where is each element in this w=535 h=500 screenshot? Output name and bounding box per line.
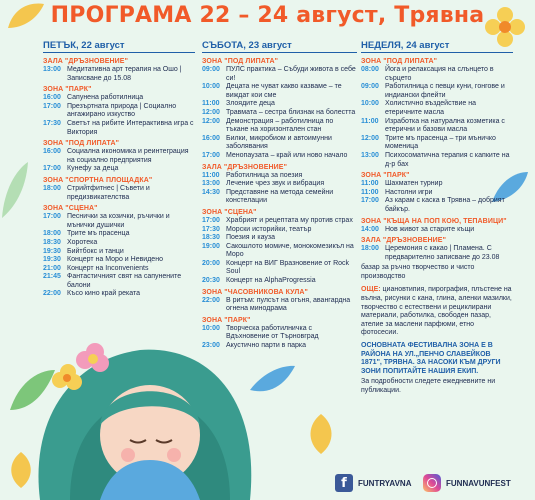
event-item [361,180,513,189]
day-column-sunday [361,40,513,396]
event-desc: Концерт на ВИГ Вразновение от Rock Soul [226,259,350,276]
event-item [43,239,195,248]
event-time: 11:00 [202,100,220,108]
event-desc: Злоядите деца [226,100,275,108]
event-time: 11:00 [361,180,379,188]
event-item [202,135,357,152]
follow-note: За подробности следете ежедневните ни публикации. [361,378,496,394]
event-time: 16:00 [202,134,220,142]
event-item [43,103,195,120]
event-desc: Стрийтфитнес | Съвети и предизвикателства [67,184,150,201]
location-note [361,342,513,376]
event-desc: Трите мъ прасенца – три мъничко моменица [385,134,496,151]
event-item [43,290,195,299]
event-item [361,152,513,169]
event-time: 10:00 [361,100,379,108]
event-desc: Презъртната природа | Социално ангажирано изкуство [67,102,177,119]
event-time: 18:00 [43,184,61,192]
event-desc: Децата не чуват какво казваме – те виждат кои сме [226,83,342,99]
event-time: 12:00 [202,117,220,125]
event-desc: Психосоматична терапия с капките на д-р бах [385,151,510,168]
facebook-link[interactable] [335,474,411,492]
event-item [43,120,195,137]
event-desc: Храбрият и рецептата му против страх [226,216,353,224]
event-time: 18:00 [361,245,379,253]
zone-title: ЗОНА "ПОД ЛИПАТА" [43,140,120,148]
event-item [43,148,195,165]
event-desc: Песнички за козички, ръчички и мънички душички [67,213,170,229]
event-time: 17:00 [361,197,379,205]
zone-title: ЗОНА "СПОРТНА ПЛОЩАДКА" [43,176,153,184]
zone-title: ЗОНА "ПОД ЛИПАТА" [202,58,279,65]
event-item [43,165,195,174]
event-time: 19:30 [43,247,61,255]
event-item [202,277,357,286]
zone-title: ЗОНА "ПАРК" [202,316,251,324]
event-item [43,230,195,239]
zone-block [202,58,357,161]
day-column-friday [43,40,195,299]
event-item [43,66,195,83]
event-time: 18:30 [43,238,61,246]
event-desc: Творческа работилничка с Вдъхновение от Търновград [226,324,319,341]
zone-block [43,140,195,174]
zone-block [361,237,513,262]
event-time: 20:30 [202,277,220,285]
event-desc: Късо кино край реката [67,290,141,298]
day-heading: ПЕТЪК, 22 август [43,40,195,53]
event-item [202,180,357,189]
event-item [202,152,357,161]
event-desc: Светът на рибите Интерактивна игра с Виктория [67,119,194,136]
event-time: 20:00 [202,259,220,267]
event-time: 11:00 [361,188,379,196]
event-time: 12:00 [361,134,379,142]
event-time: 17:30 [43,119,61,127]
event-time: 13:00 [43,66,61,73]
event-item [361,226,513,235]
zone-block [361,58,513,169]
zone-block [43,58,195,83]
facebook-icon: f [335,474,353,492]
event-item [202,297,357,314]
event-desc: Концерт на Моро и Невидено [67,256,163,264]
event-desc: Поезия и кауза [226,234,276,242]
event-desc: Работилница с певци куни, гонгове и индиански флейти [385,83,505,99]
bazaar-note: базар за ръчно творчество и чисто производство [361,264,475,280]
event-item [202,66,357,83]
event-time: 11:00 [202,171,220,179]
zone-title: ЗОНА "СЦЕНА" [43,205,98,213]
event-time: 22:00 [43,290,61,298]
event-time: 17:30 [202,225,220,233]
event-item [202,342,357,351]
event-time: 10:00 [202,324,220,332]
day-column-saturday [202,40,357,351]
event-item [43,248,195,257]
event-time: 10:00 [202,83,220,91]
day-heading: СЪБОТА, 23 август [202,40,357,53]
facebook-handle: FUNTRYAVNA [358,478,412,488]
event-desc: Нов живот за старите къщи [385,225,475,233]
zone-title: ЗОНА "ПОД ЛИПАТА" [361,58,438,65]
zone-title: ЗАЛА "ДРЪЗНОВЕНИЕ" [43,58,128,65]
event-item [361,118,513,135]
zone-title: ЗАЛА "ДРЪЗНОВЕНИЕ" [361,237,446,245]
event-time: 11:00 [361,117,379,125]
event-desc: Социална икономика и реинтеграция на социално предприятия [67,148,189,164]
event-time: 09:00 [361,83,379,91]
event-item [202,189,357,206]
event-item [43,273,195,290]
event-item [202,234,357,243]
event-desc: Холистично въздействие на етеричните масла [385,100,477,116]
event-desc: Морски историйки, театър [226,225,312,233]
event-desc: Представяне на метода семейни констелации [226,188,334,205]
event-desc: Билки, микробиом и автоимунни заболявания [226,134,332,151]
zone-title: ЗАЛА "ДРЪЗНОВЕНИЕ" [202,163,287,171]
event-item [361,245,513,262]
event-desc: Работилница за поезия [226,171,303,179]
zone-title: ЗОНА "ПАРК" [43,86,92,94]
event-time: 12:00 [202,108,220,116]
other-text: циановтипия, пирография, плъстене на вълна, рисунки с кана, глина, аленки мазилки, творчество с естествени и рециклирани материали, работилка, свободен пазар, ателие за маслени парфюми, етно фотосесии. [361,286,512,337]
event-item [43,265,195,274]
event-time: 13:00 [361,151,379,159]
zone-block [361,172,513,214]
event-desc: Изработка на натурална козметика с етерични и базови масла [385,117,505,134]
event-time: 17:00 [202,151,220,159]
event-item [361,135,513,152]
event-desc: В ритъм: пулсът на огъня, авангардна огнена минодрама [226,296,351,313]
event-item [202,83,357,100]
event-desc: Лечение чрез звук и вибрация [226,180,325,188]
event-desc: Сапунена работилница [67,94,144,102]
event-time: 08:00 [361,66,379,73]
zone-block [361,218,513,235]
event-time: 16:00 [43,148,61,156]
event-desc: Сакошлото момиче, монокомезикъл на Моро [226,242,354,259]
instagram-link[interactable] [423,474,511,492]
leaf-icon [0,160,30,220]
event-time: 09:00 [202,66,220,73]
zone-block [43,177,195,202]
event-desc: Демонстрация – работилница по тъкане на хоризонтален стан [226,117,334,134]
event-time: 16:00 [43,94,61,102]
event-item [202,217,357,226]
event-desc: Настолни игри [385,188,433,196]
event-item [202,100,357,109]
event-desc: Кунефу за деца [67,165,119,173]
event-time: 18:30 [202,234,220,242]
event-time: 19:30 [43,256,61,264]
event-item [202,118,357,135]
event-desc: Фантастичният свят на сапунените балони [67,273,182,289]
event-time: 14:30 [202,188,220,196]
event-desc: Акустично парти в парка [226,342,307,350]
event-time: 21:00 [43,264,61,272]
event-item [361,66,513,83]
event-desc: Шахматен турнир [385,180,443,188]
zone-title: ЗОНА "КЪЩА НА ПОП КОЮ, ТЕПАВИЦИ" [361,217,507,225]
event-desc: Бийтбокс и танци [67,247,124,255]
event-item [202,325,357,342]
event-item [202,172,357,181]
event-item [43,256,195,265]
event-item [202,226,357,235]
page-title: ПРОГРАМА 22 – 24 август, Трявна [50,3,485,28]
location-text: ОСНОВНАТА ФЕСТИВАЛНА ЗОНА Е В РАЙОНА НА УЛ.„ПЕНЧО СЛАВЕЙКОВ 1871", ТРЯВНА. ЗА НАСОКИ КЪМ ДРУГИ ЗОНИ ПОПИТАЙТЕ НАШИЯ ЕКИП. [361,342,501,375]
event-desc: Хоротека [67,238,98,246]
event-time: 19:00 [202,242,220,250]
zone-block [202,209,357,286]
event-item [43,94,195,103]
zone-block [202,289,357,314]
leaf-icon [304,412,338,456]
event-desc: Трите мъ прасенца [67,230,130,238]
instagram-icon [423,474,441,492]
event-item [361,197,513,214]
other-label: ОЩЕ: [361,286,381,294]
event-time: 14:00 [361,225,379,233]
event-item [361,100,513,117]
event-item [43,213,195,230]
event-time: 17:00 [43,165,61,173]
event-item [202,243,357,260]
event-time: 21:45 [43,273,61,281]
event-desc: Аз карам с каска в Трявна – добрият байкър. [385,197,505,213]
event-time: 22:00 [202,296,220,304]
event-desc: ПУЛС практика – Събуди живота в себе си! [226,66,356,82]
zone-title: ЗОНА "ПАРК" [361,172,410,180]
event-time: 23:00 [202,342,220,350]
event-desc: Травмата – сестра близнак на болестта [226,108,356,116]
zone-block [202,317,357,351]
zone-block [202,164,357,206]
event-item [202,109,357,118]
event-desc: Медитативна арт терапия на Ошо | Записване до 15.08 [67,66,182,82]
event-desc: Менопаузата – край или ново начало [226,151,348,159]
event-desc: Концерт на AlphaProgressia [226,277,316,285]
event-item [202,260,357,277]
event-time: 17:00 [43,213,61,221]
event-item [43,185,195,202]
event-desc: Церемония с какао | Пламена. С предварително записване до 23.08 [385,245,500,261]
event-time: 18:00 [43,230,61,238]
event-item [361,83,513,100]
event-desc: Йога и релаксация на слънцето в сърцето [385,66,494,82]
zone-title: ЗОНА "ЧАСОВНИКОВА КУЛА" [202,288,308,296]
zone-title: ЗОНА "СЦЕНА" [202,208,257,216]
zone-block [43,205,195,299]
other-activities [361,286,513,338]
day-heading: НЕДЕЛЯ, 24 август [361,40,513,53]
event-time: 17:00 [202,216,220,224]
event-desc: Концерт на Inconvenients [67,264,149,272]
instagram-handle: FUNNAVUNFEST [446,478,511,488]
zone-block [43,86,195,137]
event-time: 13:00 [202,180,220,188]
event-time: 17:00 [43,102,61,110]
